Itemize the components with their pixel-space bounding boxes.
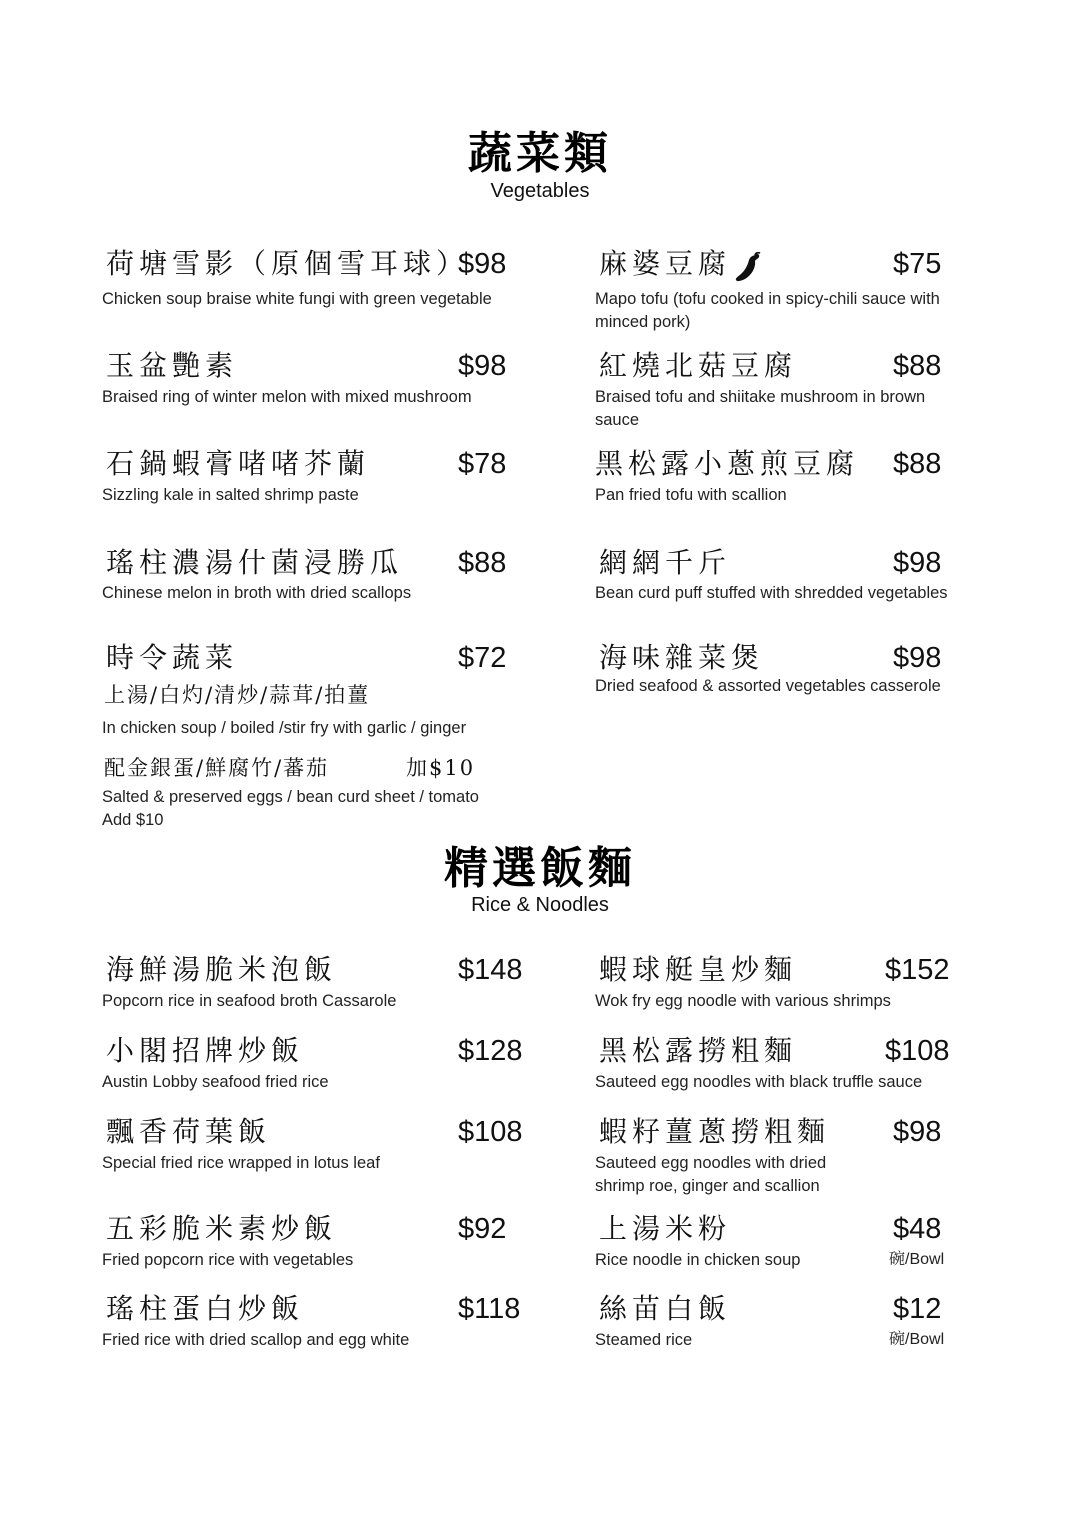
dish-name-zh: 五彩脆米素炒飯 — [106, 1212, 338, 1245]
dish-name-en: Braised tofu and shiitake mushroom in brown sauce — [595, 388, 926, 429]
menu-item — [102, 1115, 542, 1178]
dish-name-en: Fried popcorn rice with vegetables — [102, 1251, 354, 1269]
dish-name-en: Steamed rice — [595, 1331, 693, 1349]
dish-price: $108 — [885, 1035, 950, 1067]
addon-item — [102, 758, 542, 836]
menu-item — [595, 953, 985, 1016]
dish-price: $78 — [458, 448, 507, 480]
menu-item — [595, 1292, 985, 1355]
menu-item — [595, 1212, 985, 1275]
dish-price: $88 — [893, 350, 942, 382]
dish-price: $72 — [458, 642, 507, 674]
menu-item — [102, 349, 542, 412]
menu-item — [102, 1034, 542, 1097]
dish-options-zh: 上湯/白灼/清炒/蒜茸/拍薑 — [104, 683, 371, 707]
dish-price: $118 — [458, 1293, 521, 1325]
dish-name-zh: 蝦球艇皇炒麵 — [599, 953, 798, 986]
menu-item — [595, 1115, 985, 1203]
dish-name-en: Chicken soup braise white fungi with green vegetable — [102, 290, 492, 308]
dish-price: $88 — [893, 448, 942, 480]
dish-name-en: Rice noodle in chicken soup — [595, 1251, 801, 1269]
dish-name-zh: 上湯米粉 — [599, 1212, 732, 1245]
menu-item — [595, 1034, 985, 1097]
dish-name-zh: 時令蔬菜 — [106, 641, 239, 674]
dish-name-en: Popcorn rice in seafood broth Cassarole — [102, 992, 397, 1010]
dish-name-en: Dried seafood & assorted vegetables casserole — [595, 677, 941, 695]
addon-price-en: Add $10 — [102, 811, 164, 829]
dish-name-en: Sauteed egg noodles with dried shrimp roe, ginger and scallion — [595, 1154, 827, 1195]
dish-price: $98 — [458, 248, 507, 280]
section-title-vegetables-en: Vegetables — [490, 180, 590, 202]
dish-unit: 碗/Bowl — [889, 1251, 945, 1268]
dish-price: $92 — [458, 1213, 507, 1245]
dish-price: $98 — [893, 1116, 942, 1148]
menu-item — [102, 546, 542, 609]
section-title-vegetables-zh: 蔬菜類 — [468, 128, 612, 179]
addon-name-en: Salted & preserved eggs / bean curd sheet / tomato — [102, 788, 479, 806]
menu-item — [595, 349, 985, 437]
dish-name-zh: 絲苗白飯 — [599, 1292, 732, 1325]
dish-price: $48 — [893, 1213, 942, 1245]
dish-price: $108 — [458, 1116, 523, 1148]
dish-name-en: Special fried rice wrapped in lotus leaf — [102, 1154, 380, 1172]
menu-item — [595, 247, 985, 335]
dish-price: $152 — [885, 954, 950, 986]
addon-name-zh: 配金銀蛋/鮮腐竹/蕃茄 — [104, 756, 330, 780]
dish-price: $88 — [458, 547, 507, 579]
addon-price-zh: 加$10 — [406, 756, 476, 780]
dish-price: $128 — [458, 1035, 523, 1067]
menu-item — [102, 641, 542, 744]
dish-name-en: Austin Lobby seafood fried rice — [102, 1073, 329, 1091]
dish-name-zh: 黑松露撈粗麵 — [599, 1034, 798, 1067]
menu-item — [595, 641, 985, 704]
chili-pepper-icon — [733, 252, 763, 284]
dish-price: $148 — [458, 954, 523, 986]
dish-name-zh: 石鍋蝦膏啫啫芥蘭 — [106, 447, 371, 480]
dish-name-en: Braised ring of winter melon with mixed mushroom — [102, 388, 472, 406]
dish-name-zh: 海鮮湯脆米泡飯 — [106, 953, 338, 986]
dish-name-en: Chinese melon in broth with dried scallops — [102, 584, 412, 602]
dish-price: $98 — [893, 642, 942, 674]
dish-name-zh: 蝦籽薑蔥撈粗麵 — [599, 1115, 831, 1148]
dish-price: $75 — [893, 248, 942, 280]
dish-name-zh: 紅燒北菇豆腐 — [599, 349, 798, 382]
menu-item — [102, 247, 542, 310]
dish-name-en: Fried rice with dried scallop and egg white — [102, 1331, 410, 1349]
dish-name-en: Bean curd puff stuffed with shredded vegetables — [595, 584, 948, 602]
dish-name-zh: 網網千斤 — [599, 546, 732, 579]
menu-item — [102, 1212, 542, 1275]
menu-item — [102, 953, 542, 1016]
dish-name-zh: 荷塘雪影（原個雪耳球） — [106, 247, 470, 280]
dish-name-en: Sauteed egg noodles with black truffle sauce — [595, 1073, 923, 1091]
dish-unit: 碗/Bowl — [889, 1331, 945, 1348]
menu-item — [595, 546, 985, 609]
dish-name-en: Wok fry egg noodle with various shrimps — [595, 992, 891, 1010]
dish-name-en: Sizzling kale in salted shrimp paste — [102, 486, 359, 504]
dish-name-zh: 玉盆艷素 — [106, 349, 239, 382]
dish-name-zh: 麻婆豆腐 — [599, 247, 732, 280]
dish-name-en: Pan fried tofu with scallion — [595, 486, 787, 504]
menu-item — [102, 447, 542, 510]
dish-name-zh: 海味雜菜煲 — [599, 641, 765, 674]
dish-options-en: In chicken soup / boiled /stir fry with garlic / ginger — [102, 719, 467, 737]
dish-name-zh: 黑松露小蔥煎豆腐 — [595, 447, 860, 480]
section-title-rice-noodles-en: Rice & Noodles — [471, 894, 609, 916]
menu-item — [595, 447, 985, 510]
section-title-rice-noodles-zh: 精選飯麵 — [444, 843, 636, 894]
dish-name-zh: 飄香荷葉飯 — [106, 1115, 272, 1148]
menu-item — [102, 1292, 542, 1355]
dish-name-zh: 瑤柱蛋白炒飯 — [106, 1292, 305, 1325]
dish-name-en: Mapo tofu (tofu cooked in spicy-chili sauce with minced pork) — [595, 290, 940, 331]
dish-price: $12 — [893, 1293, 942, 1325]
dish-price: $98 — [893, 547, 942, 579]
dish-price: $98 — [458, 350, 507, 382]
dish-name-zh: 小閣招牌炒飯 — [106, 1034, 305, 1067]
dish-name-zh: 瑤柱濃湯什菌浸勝瓜 — [106, 546, 404, 579]
